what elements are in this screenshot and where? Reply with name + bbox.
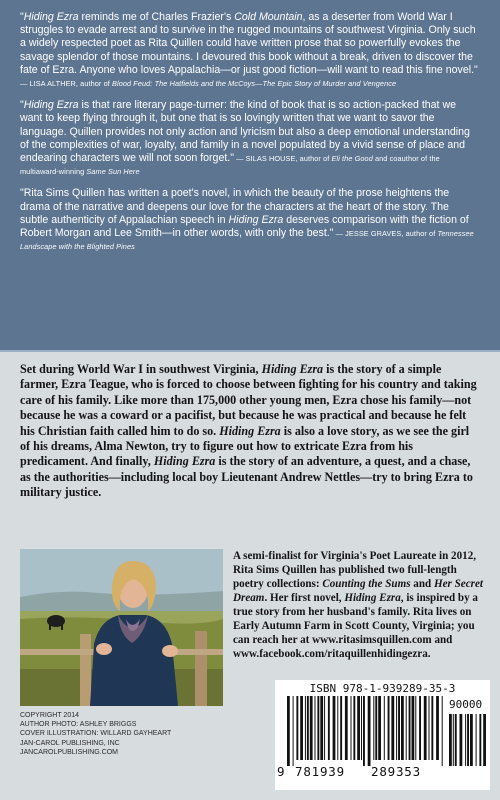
price-code: 90000 [449, 698, 483, 711]
barcode-bar [317, 696, 319, 760]
barcode-bar [415, 696, 416, 760]
barcode-bar [409, 696, 411, 760]
blurb-attribution: — SILAS HOUSE, author of Eli the Good and coauthor of the multiaward-winning Same Sun Here [20, 154, 440, 177]
barcode-bar [375, 696, 377, 760]
book-description: Set during World War I in southwest Virginia, Hiding Ezra is the story of a simple farmer, Ezra Teague, who is forced to choose between fighting for his country and taking care of his family. Like more than 175,000 other young men, Ezra chose his family—not because he was a coward or a pacifist, but because he was practical and because he felt his Christian faith called him to do so. Hiding Ezra is also a love story, as we see the girl of his dreams, Alma Newton, try to figure out how to extricate Ezra from his predicament. And finally, Hiding Ezra is the story of an adventure, a quest, and a chase, as the authorities—including local boy Lieutenant Andrew Nettles—try to bring Ezra to military justice. [20, 362, 477, 500]
barcode-bar [467, 714, 469, 766]
barcode-bar [293, 696, 294, 766]
barcode-digits-left: 781939 [295, 764, 345, 779]
barcode-bar [357, 696, 360, 760]
barcode-bars [285, 696, 445, 766]
barcode-bar [406, 696, 407, 760]
barcode-bar [483, 714, 486, 766]
blurb-attribution: — JESSE GRAVES, author of Tennessee Landscape with the Blighted Pines [20, 229, 474, 252]
barcode-bar [398, 696, 400, 760]
barcode-bar [470, 714, 473, 766]
barcode-bar [324, 696, 325, 760]
barcode-bar [328, 696, 330, 760]
barcode-bar [396, 696, 397, 760]
barcode-bar [287, 696, 290, 766]
credit-line: COPYRIGHT 2014 [20, 712, 80, 719]
price-addon-bars [447, 714, 487, 769]
author-photo [20, 549, 223, 706]
barcode-bar [412, 696, 415, 760]
blurb-attribution: — LISA ALTHER, author of Blood Feud: The Hatfields and the McCoys—The Epic Story of Murder and Vengence [20, 79, 397, 89]
blurb-quote: "Hiding Ezra reminds me of Charles Frazier's Cold Mountain, as a deserter from World War I struggles to evade arrest and to survive in the rugged mountains of southwest Virginia. Only such a widely respected poet as Rita Quillen could have written prose that so powerfully evokes the savage splendor of those mountains. I devoured this book without a break, driven to discover the fate of Ezra. Anyone who loves Appalachia—or just good fiction—will want to read this fine novel." [20, 11, 478, 76]
barcode-bar [307, 696, 309, 760]
barcode-bar [315, 696, 316, 760]
credit-line: JANCAROLPUBLISHING.COM [20, 748, 119, 756]
blurb-lisa-alther [20, 11, 480, 90]
barcode-bar [378, 696, 381, 760]
credit-line: JAN-CAROL PUBLISHING, INC [20, 739, 120, 747]
barcode-bar [310, 696, 313, 760]
barcode-bar [424, 696, 427, 760]
barcode-bar [368, 696, 371, 766]
barcode-bar [361, 696, 362, 760]
barcode-bar [320, 696, 323, 760]
barcode-bar [345, 696, 348, 760]
barcode-bar [476, 714, 477, 766]
isbn-barcode [275, 680, 490, 790]
blurb-jesse-graves [20, 187, 480, 253]
credit-line: AUTHOR PHOTO: ASHLEY BRIGGS [20, 721, 137, 729]
barcode-bar [373, 696, 374, 760]
blurb-quote: "Rita Sims Quillen has written a poet's novel, in which the beauty of the prose heightens the drama of the narrative and deepens our love for the characters at the heart of the story. The subtle authenticity of Appalachian speech in Hiding Ezra deserves comparison with the fiction of Robert Morgan and Lee Smith—in other words, with only the best." — JESSE GRAVES, author of Tennessee Landscape with the Blighted Pines [20, 187, 474, 252]
barcode-bar [337, 696, 338, 760]
credit-line: COVER ILLUSTRATION: WILLARD GAYHEART [20, 730, 172, 738]
barcode-bar [460, 714, 463, 766]
barcode-bar [333, 696, 336, 760]
barcode-digits-right: 289353 [371, 764, 421, 779]
barcode-bar [351, 696, 352, 760]
blurb-quote: "Hiding Ezra is that rare literary page-turner: the kind of book that is so action-packed that we want to keep flying through it, but one that is so lovingly written that we want to savor the language. Quillen provides not only action and lyricism but also a deep emotional understanding of the complexities of war, loyalty, and family in a novel populated by a vivid sense of place and endearing characters we will not soon forget." — SILAS HOUSE, author of Eli the Good and coauthor of the multiaward-winning Same Sun Here [20, 99, 470, 177]
publication-credits [20, 711, 230, 757]
barcode-bar [353, 696, 355, 760]
barcode-bar [442, 696, 443, 766]
panel-divider [0, 350, 500, 352]
author-facebook-link[interactable]: www.facebook.com/ritaquillenhidingezra [233, 648, 428, 660]
barcode-bar [453, 714, 454, 766]
barcode-bar [388, 696, 390, 760]
barcode-bar [419, 696, 421, 760]
barcode-bar [429, 696, 430, 760]
barcode-bar [300, 696, 303, 760]
barcode-bar [340, 696, 342, 760]
barcode-bar [384, 696, 385, 760]
barcode-bar [436, 696, 439, 760]
isbn-label: ISBN 978-1-939289-35-3 [309, 682, 456, 695]
barcode-bar [305, 696, 306, 760]
barcode-bar [431, 696, 433, 760]
barcode-bar [391, 696, 394, 760]
barcode-bar [449, 714, 452, 766]
barcode-bar [296, 696, 298, 760]
barcode-bar [455, 714, 457, 766]
author-photo-illustration [20, 549, 223, 706]
barcode-bar [465, 714, 466, 766]
author-bio: A semi-finalist for Virginia's Poet Laureate in 2012, Rita Sims Quillen has published two full-length poetry collections: Counting the Sums and Her Secret Dream. Her first novel, Hiding Ezra, is inspired by a true story from her husband's family. Rita lives on Early Autumn Farm in Scott County, Virginia; you can reach her at www.ritasimsquillen.com and www.facebook.com/ritaquillenhidingezra. [233, 550, 483, 660]
barcode-bar [363, 696, 365, 766]
blurb-silas-house [20, 99, 480, 178]
author-website-link[interactable]: www.ritasimsquillen.com [312, 634, 432, 646]
barcode-digit-first: 9 [277, 764, 286, 779]
barcode-bar [479, 714, 481, 766]
blurb-panel [0, 0, 500, 350]
barcode-bar [401, 696, 404, 760]
